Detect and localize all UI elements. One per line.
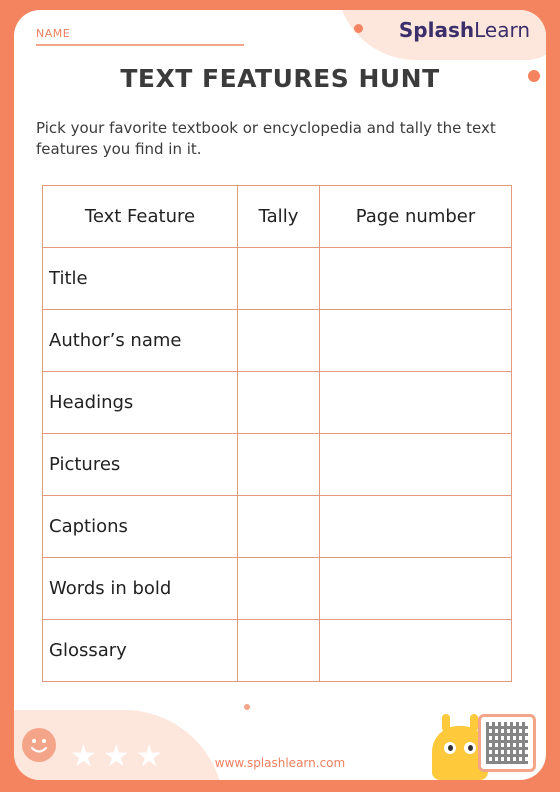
feature-cell: Pictures [43,434,238,496]
decorative-dot [354,24,363,33]
column-header-tally: Tally [238,186,320,248]
splashlearn-logo [399,18,530,42]
page-number-cell[interactable] [320,434,512,496]
table-row [43,372,512,434]
tally-cell[interactable] [238,310,320,372]
tally-cell[interactable] [238,558,320,620]
name-line [36,44,244,46]
column-header-page-number: Page number [320,186,512,248]
table-row [43,496,512,558]
feature-cell: Author’s name [43,310,238,372]
feature-cell: Captions [43,496,238,558]
worksheet-page [14,10,546,780]
footer-url-link[interactable]: www.splashlearn.com [214,756,346,770]
feature-cell: Glossary [43,620,238,682]
page-number-cell[interactable] [320,620,512,682]
name-label: NAME [36,27,71,40]
page-number-cell[interactable] [320,248,512,310]
table-row [43,248,512,310]
tally-cell[interactable] [238,620,320,682]
stars-icon: ★★★ [70,739,169,774]
logo-splash-text: Splash [398,18,475,42]
table-row [43,310,512,372]
table-row [43,620,512,682]
table-row [43,434,512,496]
logo-learn-text: Learn [474,18,530,42]
page-number-cell[interactable] [320,372,512,434]
instructions-text: Pick your favorite textbook or encyclopedia and tally the text features you find in it. [36,119,496,158]
table-row [43,558,512,620]
tally-cell[interactable] [238,496,320,558]
decorative-dot [244,704,250,710]
tally-cell[interactable] [238,248,320,310]
text-features-table [42,185,512,682]
feature-cell: Headings [43,372,238,434]
feature-cell: Words in bold [43,558,238,620]
feature-cell: Title [43,248,238,310]
column-header-text-feature: Text Feature [43,186,238,248]
page-number-cell[interactable] [320,558,512,620]
page-number-cell[interactable] [320,310,512,372]
worksheet-title: TEXT FEATURES HUNT [120,64,440,93]
table-header-row [43,186,512,248]
tally-cell[interactable] [238,372,320,434]
tally-cell[interactable] [238,434,320,496]
page-number-cell[interactable] [320,496,512,558]
